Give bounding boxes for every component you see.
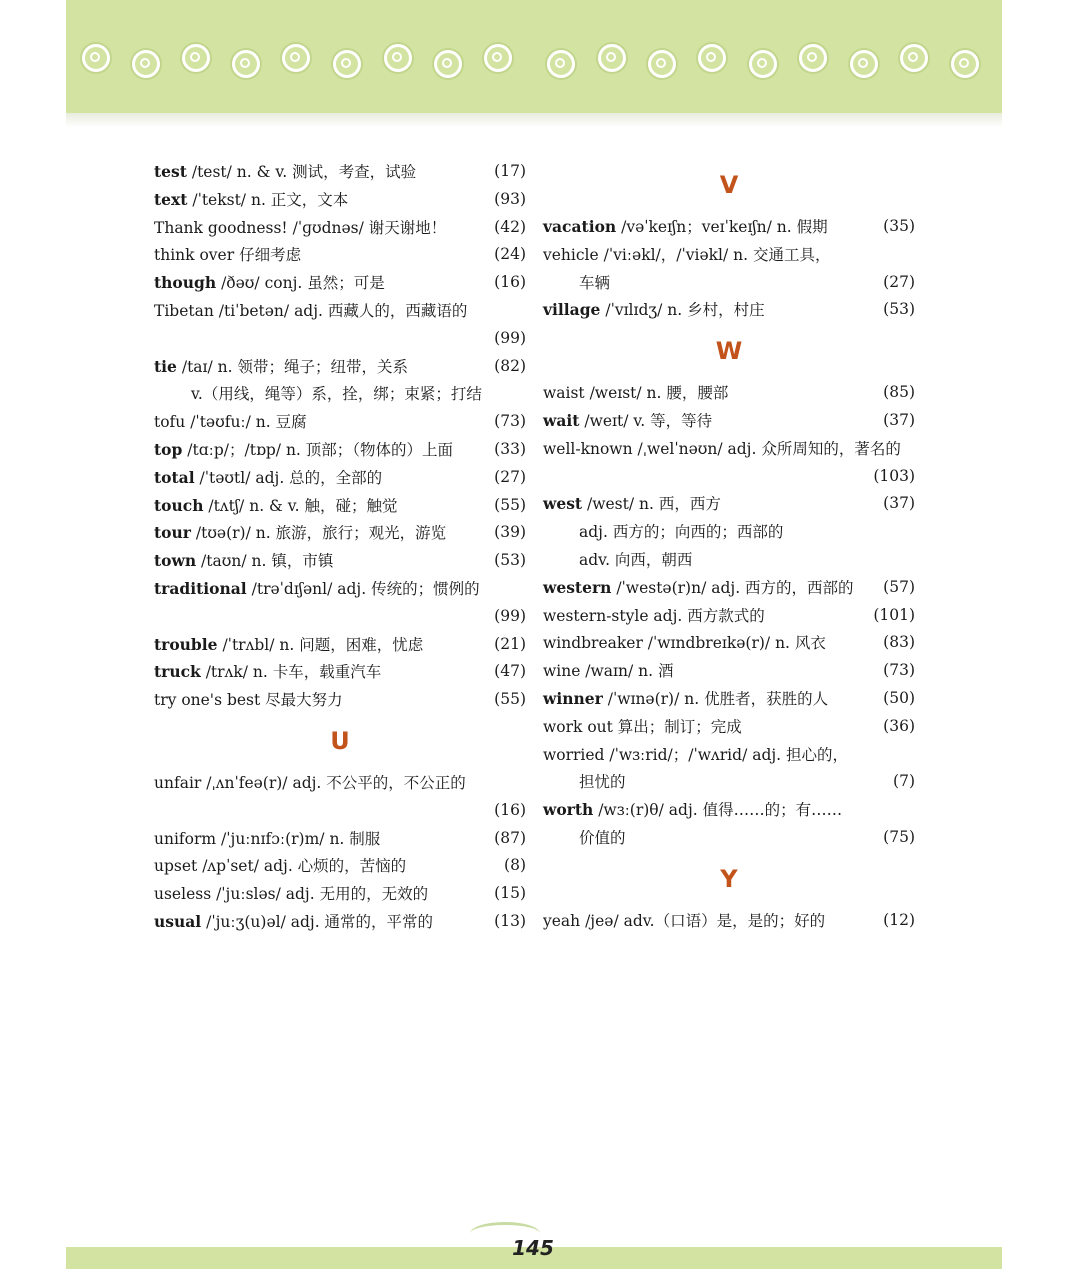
unit-reference: (37) [883,494,915,513]
entry-text [154,774,466,792]
definition: /tɑːp/；/tɒp/ n. 顶部；（物体的）上面 [182,440,454,459]
unit-reference: (24) [494,245,526,264]
glossary-line [543,907,915,935]
glossary-line [543,435,915,463]
entry-text [154,274,385,292]
unit-reference: (13) [494,911,526,930]
unit-reference: (93) [494,189,526,208]
section-letter: V [719,171,739,199]
unit-reference: (16) [494,800,526,819]
glossary-line [154,631,526,659]
glossary-line [154,519,526,547]
glossary-line [543,490,915,518]
headword: touch [154,495,204,515]
unit-reference: (27) [494,467,526,486]
entry-text [154,691,343,709]
definition: /ˈjuːʒ(u)əl/ adj. 通常的，平常的 [201,912,434,931]
ring-ornament-icon [182,44,210,72]
headword: winner [543,688,603,708]
headword: trouble [154,634,218,654]
definition: /ðəʊ/ conj. 虽然；可是 [216,274,385,293]
definition: upset /ʌpˈset/ adj. 心烦的，苦恼的 [154,857,407,876]
glossary-line [154,269,526,297]
entry-text [154,219,446,237]
definition: Tibetan /tiˈbetən/ adj. 西藏人的，西藏语的 [154,301,468,320]
entry-text [543,634,826,652]
entry-text [154,497,398,515]
entry-text [543,384,728,402]
definition: /ˈwestə(r)n/ adj. 西方的，西部的 [611,578,854,597]
unit-reference: (7) [893,772,915,791]
entry-text [154,857,406,875]
headword: tour [154,523,191,543]
definition: waist /weɪst/ n. 腰，腰部 [543,384,729,403]
headword: vacation [543,217,617,236]
ring-ornament-icon [648,50,676,78]
unit-reference: (47) [494,662,526,681]
entry-text [154,385,482,403]
glossary-line [543,518,915,546]
headword: traditional [154,578,247,598]
definition: /west/ n. 西，西方 [582,495,721,514]
entry-text [154,524,446,542]
glossary-line [543,796,915,824]
glossary-line [154,686,526,714]
glossary-line [543,463,915,491]
ring-ornament-icon [434,50,462,78]
unit-reference: (37) [883,410,915,429]
glossary-line [154,825,526,853]
entry-text [154,302,467,320]
glossary-line [154,852,526,880]
glossary-line [154,797,526,825]
entry-text [543,912,825,930]
definition: v.（用线，绳等）系，拴，绑；束紧；打结 [191,385,482,404]
unit-reference: (16) [494,273,526,292]
glossary-line [543,379,915,407]
entry-text [543,523,783,541]
ring-ornament-icon [484,44,512,72]
definition: /tʌtʃ/ n. & v. 触，碰；触觉 [203,496,398,515]
unit-reference: (103) [873,466,915,485]
glossary-line [154,436,526,464]
glossary-line [154,297,526,325]
definition: yeah /jeə/ adv.（口语）是，是的；好的 [543,911,826,930]
glossary-line [543,602,915,630]
entry-text [543,301,765,319]
headword: usual [154,911,202,931]
unit-reference: (15) [494,884,526,903]
glossary-line [543,629,915,657]
glossary-line [154,325,526,353]
section-letter: Y [720,864,738,893]
entry-text [154,663,381,681]
glossary-line [543,241,915,269]
definition: /trəˈdɪʃənl/ adj. 传统的；惯例的 [246,579,480,598]
entry-text [543,801,842,819]
unit-reference: (42) [494,217,526,236]
ring-ornament-icon [282,44,310,72]
entry-text [543,607,765,625]
ring-ornament-icon [850,50,878,78]
ring-ornament-icon [749,50,777,78]
unit-reference: (99) [494,328,526,347]
entry-text [154,441,453,459]
glossary-line [543,657,915,685]
entry-text [543,579,854,597]
definition: /weɪt/ v. 等，等待 [579,411,713,430]
section-letter: U [330,726,350,755]
unit-reference: (55) [494,495,526,514]
unit-reference: (55) [494,690,526,709]
left-column [154,158,526,936]
glossary-line [154,380,526,408]
headword: western [543,577,612,597]
headword: village [543,300,601,320]
glossary-line [543,685,915,713]
ring-ornament-icon [598,44,626,72]
definition: try one's best 尽最大努力 [154,691,343,710]
entry-text [154,636,423,654]
ring-ornament-icon [698,44,726,72]
entry-text [543,746,848,764]
definition: /trʌk/ n. 卡车，载重汽车 [200,663,382,682]
definition: worried /ˈwɜːrid/；/ˈwʌrid/ adj. 担心的， [543,745,849,764]
definition: 担忧的 [579,773,626,792]
unit-reference: (53) [494,551,526,570]
ring-ornament-icon [132,50,160,78]
unit-reference: (99) [494,606,526,625]
glossary-line [154,658,526,686]
glossary-line [543,546,915,574]
entry-text [543,829,626,847]
unit-reference: (8) [504,856,526,875]
entry-text [154,580,480,598]
entry-text [543,440,901,458]
definition: wine /waɪn/ n. 酒 [543,662,674,681]
glossary-line [154,186,526,214]
glossary-line [154,603,526,631]
definition: uniform /ˈjuːnɪfɔː(r)m/ n. 制服 [154,829,381,848]
definition: Thank goodness! /ˈɡʊdnəs/ 谢天谢地！ [154,218,447,237]
page-number: 145 [512,1236,554,1260]
entry-text [543,690,828,708]
entry-text [543,412,712,430]
entry-text [154,469,382,487]
glossary-line [154,214,526,242]
definition: well-known /ˌwelˈnəʊn/ adj. 众所周知的，著名的 [543,439,901,458]
definition: unfair /ˌʌnˈfeə(r)/ adj. 不公平的，不公正的 [154,773,466,792]
entry-text [154,163,416,181]
definition: useless /ˈjuːsləs/ adj. 无用的，无效的 [154,885,429,904]
glossary-line [154,492,526,520]
entry-text [543,773,626,791]
definition: vehicle /ˈviːəkl/，/ˈviəkl/ n. 交通工具， [543,245,831,264]
ring-ornament-icon [900,44,928,72]
definition: 价值的 [579,828,626,847]
definition: /ˈtekst/ n. 正文，文本 [187,190,349,209]
definition: /ˈwɪnə(r)/ n. 优胜者，获胜的人 [602,689,829,708]
headword: town [154,551,197,571]
definition: /vəˈkeɪʃn；veɪˈkeɪʃn/ n. 假期 [616,218,828,236]
definition: /taɪ/ n. 领带；绳子；纽带，关系 [176,357,408,376]
entry-text [154,885,428,903]
ring-ornament-icon [333,50,361,78]
entry-text [543,551,692,569]
definition: adj. 西方的；向西的；西部的 [579,523,784,542]
glossary-line [543,269,915,297]
entry-text [154,413,307,431]
glossary-line [154,158,526,186]
glossary-line [154,547,526,575]
glossary-line [543,713,915,741]
entry-text [154,552,333,570]
headword: though [154,273,217,293]
headword: worth [543,800,594,820]
definition: think over 仔细考虑 [154,246,302,265]
entry-text [154,246,301,264]
unit-reference: (27) [883,272,915,291]
unit-reference: (82) [494,356,526,375]
unit-reference: (73) [883,661,915,680]
glossary-line [154,908,526,936]
entry-text [154,191,348,209]
entry-text [543,495,721,513]
entry-text [543,662,673,680]
glossary-line [154,880,526,908]
unit-reference: (35) [883,217,915,235]
glossary-line [543,768,915,796]
unit-reference: (39) [494,523,526,542]
unit-reference: (101) [873,605,915,624]
definition: tofu /ˈtəʊfuː/ n. 豆腐 [154,413,307,432]
definition: /tʊə(r)/ n. 旅游，旅行；观光，游览 [190,524,447,543]
glossary-line [543,407,915,435]
unit-reference: (75) [883,827,915,846]
unit-reference: (33) [494,439,526,458]
entry-text [543,274,610,292]
unit-reference: (87) [494,828,526,847]
glossary-line [543,824,915,852]
ring-ornament-icon [384,44,412,72]
ring-ornament-icon [799,44,827,72]
unit-reference: (57) [883,577,915,596]
section-letter: W [715,337,743,366]
unit-reference: (36) [883,716,915,735]
glossary-line [543,213,915,241]
definition: adv. 向西，朝西 [579,550,693,569]
unit-reference: (17) [494,162,526,180]
entry-text [543,218,828,236]
headword: text [154,189,188,209]
glossary-line [543,296,915,324]
headword: top [154,439,183,459]
entry-text [154,358,408,376]
glossary-line [154,769,526,797]
definition: 车辆 [579,273,611,292]
ring-ornament-icon [82,44,110,72]
definition: western-style adj. 西方款式的 [543,606,765,625]
definition: work out 算出；制订；完成 [543,717,742,736]
unit-reference: (21) [494,634,526,653]
unit-reference: (83) [883,633,915,652]
definition: /wɜː(r)θ/ adj. 值得……的；有…… [593,801,843,820]
headword: tie [154,356,177,376]
definition: /ˈvɪlɪdʒ/ n. 乡村，村庄 [600,301,765,320]
glossary-line [543,574,915,602]
unit-reference: (50) [883,688,915,707]
right-column [543,158,915,935]
headword: test [154,162,187,181]
unit-reference: (85) [883,383,915,402]
ring-ornament-icon [951,50,979,78]
glossary-line [154,353,526,381]
glossary-line [154,241,526,269]
entry-text [543,718,742,736]
unit-reference: (73) [494,412,526,431]
unit-reference: (12) [883,910,915,929]
headword: truck [154,662,201,682]
ring-ornament-icon [232,50,260,78]
entry-text [543,246,830,264]
headword: west [543,494,583,514]
ring-ornament-icon [547,50,575,78]
definition: /ˈtəʊtl/ adj. 总的，全部的 [194,468,383,487]
glossary-line [154,408,526,436]
entry-text [154,913,433,931]
glossary-line [543,741,915,769]
glossary-line [154,575,526,603]
headword: total [154,467,195,487]
definition: windbreaker /ˈwɪndbreɪkə(r)/ n. 风衣 [543,634,826,653]
glossary-line [154,464,526,492]
headword: wait [543,410,580,430]
definition: /test/ n. & v. 测试，考查，试验 [186,163,417,181]
header-shadow [66,113,1002,127]
entry-text [154,830,380,848]
unit-reference: (53) [883,300,915,319]
definition: /ˈtrʌbl/ n. 问题，困难，忧虑 [217,635,424,654]
definition: /taʊn/ n. 镇，市镇 [196,552,334,571]
